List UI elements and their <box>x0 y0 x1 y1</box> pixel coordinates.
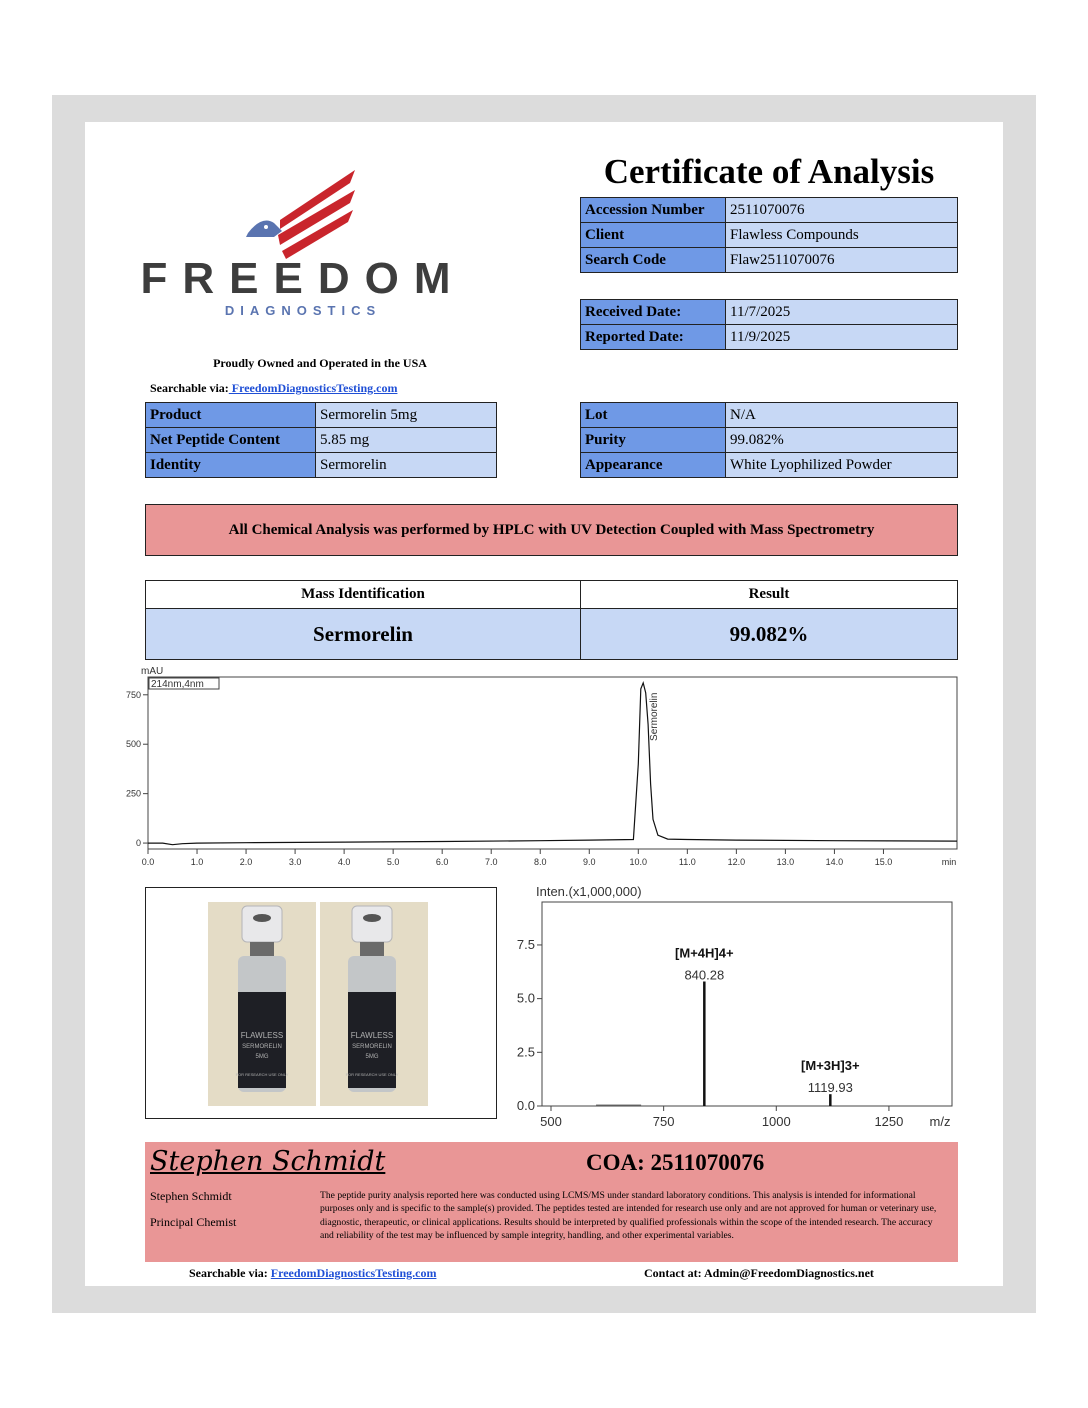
client-value: Flawless Compounds <box>726 223 958 248</box>
x-tick-label: 5.0 <box>386 857 400 867</box>
table-row <box>581 403 958 428</box>
identity-label: Identity <box>146 453 316 478</box>
x-tick-label: 13.0 <box>776 857 795 867</box>
product-value: Sermorelin 5mg <box>316 403 497 428</box>
net-peptide-value: 5.85 mg <box>316 428 497 453</box>
vial-image-right <box>320 902 428 1106</box>
searchable-label: Searchable via: <box>150 381 229 395</box>
coa-number: COA: 2511070076 <box>586 1150 765 1175</box>
y-tick-label: 5.0 <box>516 990 535 1006</box>
mass-value: Sermorelin <box>146 609 581 660</box>
x-tick-label: 10.0 <box>629 857 648 867</box>
x-tick-label: 14.0 <box>825 857 844 867</box>
y-axis-label: mAU <box>141 666 164 677</box>
eagle-flag-logo-icon <box>246 170 355 259</box>
lot-value: N/A <box>726 403 958 428</box>
y-tick-label: 250 <box>125 788 141 799</box>
x-tick-label: 1250 <box>874 1114 904 1129</box>
vial-label-line: 5MG <box>365 1054 379 1060</box>
lot-label: Lot <box>581 403 726 428</box>
hplc-chromatogram <box>110 664 965 882</box>
x-tick-label: 11.0 <box>678 857 696 867</box>
table-row <box>581 428 958 453</box>
table-row <box>581 453 958 478</box>
table-row <box>581 198 958 223</box>
peak-mz-label: 840.28 <box>684 967 725 983</box>
x-tick-label: 6.0 <box>435 857 449 867</box>
y-tick-label: 7.5 <box>516 936 535 952</box>
x-tick-label: 1000 <box>761 1114 791 1129</box>
x-axis-label: m/z <box>929 1114 951 1129</box>
lot-table <box>580 402 958 478</box>
client-label: Client <box>581 223 726 248</box>
dates-table <box>580 299 958 350</box>
x-tick-label: 3.0 <box>288 857 302 867</box>
footer-searchable-label: Searchable via: <box>189 1266 268 1280</box>
page-title: Certificate of Analysis <box>603 152 935 191</box>
peak-mz-label: 1119.93 <box>807 1080 853 1096</box>
purity-value: 99.082% <box>726 428 958 453</box>
net-peptide-label: Net Peptide Content <box>146 428 316 453</box>
x-tick-label: 2.0 <box>239 857 253 867</box>
accession-label: Accession Number <box>581 198 726 223</box>
vial-photo <box>146 888 496 1118</box>
product-label: Product <box>146 403 316 428</box>
x-tick-label: 12.0 <box>727 857 746 867</box>
received-date-label: Received Date: <box>581 300 726 325</box>
vial-label-line: FOR RESEARCH USE ONLY <box>345 1072 399 1077</box>
plot-frame <box>148 677 957 849</box>
table-row <box>581 248 958 273</box>
vial-label-line: SERMORELIN <box>352 1044 392 1050</box>
accession-table <box>580 197 958 273</box>
table-row <box>581 223 958 248</box>
reported-date-label: Reported Date: <box>581 325 726 350</box>
freedom-diagnostics-logo <box>140 165 466 325</box>
x-tick-label: 750 <box>652 1114 675 1129</box>
searchable-link[interactable]: FreedomDiagnosticsTesting.com <box>228 381 398 395</box>
appearance-label: Appearance <box>581 453 726 478</box>
vial-label-line: FLAWLESS <box>350 1031 394 1040</box>
accession-value: 2511070076 <box>726 198 958 223</box>
identity-value: Sermorelin <box>316 453 497 478</box>
signature-script: Stephen Schmidt <box>150 1146 386 1177</box>
search-code-value: Flaw2511070076 <box>726 248 958 273</box>
y-axis-label: Inten.(x1,000,000) <box>536 884 642 899</box>
contact-email: Contact at: Admin@FreedomDiagnostics.net <box>644 1266 874 1280</box>
table-row <box>146 453 497 478</box>
table-row <box>581 325 958 350</box>
x-axis-label: min <box>941 857 957 867</box>
vial-label-line: 5MG <box>255 1054 269 1060</box>
vial-image-left <box>208 902 316 1106</box>
received-date-value: 11/7/2025 <box>726 300 958 325</box>
tagline: Proudly Owned and Operated in the USA <box>213 356 427 370</box>
x-tick-label: 15.0 <box>874 857 893 867</box>
product-table <box>145 402 497 478</box>
searchable-line <box>150 381 397 396</box>
mass-header: Mass Identification <box>146 581 581 609</box>
result-header: Result <box>581 581 958 609</box>
y-tick-label: 500 <box>125 739 141 750</box>
vial-label-line: SERMORELIN <box>242 1044 282 1050</box>
vial-label-line: FLAWLESS <box>240 1031 284 1040</box>
logo-brand: FREEDOM <box>140 254 466 303</box>
chemist-name: Stephen Schmidt <box>150 1189 232 1203</box>
y-tick-label: 0.0 <box>516 1098 535 1113</box>
y-tick-label: 750 <box>125 689 141 700</box>
disclaimer-text: The peptide purity analysis reported here was conducted using LCMS/MS under standard laboratory conditions. This analysis is intended for informational purposes only and is specific to the sample(s) provided. The peptides tested are intended for research use only and are not approved for human or veterinary use, diagnostic, therapeutic, or clinical applications. Results should be interpreted by qualified professionals within the scope of the intended research. The accuracy and reliability of the test may be influenced by sample integrity, handling, and other experimental variables. <box>320 1190 937 1242</box>
vial-label-line: FOR RESEARCH USE ONLY <box>235 1072 289 1077</box>
mass-identification-table <box>145 580 958 660</box>
x-tick-label: 0.0 <box>141 857 155 867</box>
table-header-row <box>146 581 958 609</box>
legend <box>149 678 219 690</box>
result-value: 99.082% <box>581 609 958 660</box>
x-tick-label: 9.0 <box>583 857 596 867</box>
table-row <box>581 300 958 325</box>
table-row <box>146 428 497 453</box>
plot-frame <box>542 902 952 1106</box>
y-tick-label: 2.5 <box>516 1044 535 1060</box>
x-tick-label: 1.0 <box>190 857 204 867</box>
legend-label: 214nm,4nm <box>151 679 204 690</box>
reported-date-value: 11/9/2025 <box>726 325 958 350</box>
product-photo-frame <box>145 887 497 1119</box>
method-banner: All Chemical Analysis was performed by HPLC with UV Detection Coupled with Mass Spectrometry <box>145 504 958 556</box>
x-tick-label: 500 <box>540 1114 562 1129</box>
footer-searchable <box>189 1266 436 1281</box>
table-row <box>146 403 497 428</box>
footer-searchable-link[interactable]: FreedomDiagnosticsTesting.com <box>270 1266 437 1280</box>
y-tick-label: 0 <box>135 838 141 849</box>
mass-spectrum <box>505 882 965 1134</box>
purity-label: Purity <box>581 428 726 453</box>
x-tick-label: 4.0 <box>337 857 351 867</box>
table-row <box>146 609 958 660</box>
x-tick-label: 8.0 <box>533 857 547 867</box>
peak-label: Sermorelin <box>649 692 661 741</box>
chromatogram-trace <box>148 683 957 845</box>
ion-label: [M+3H]3+ <box>801 1058 860 1074</box>
appearance-value: White Lyophilized Powder <box>726 453 958 478</box>
search-code-label: Search Code <box>581 248 726 273</box>
chemist-title: Principal Chemist <box>150 1215 237 1229</box>
ion-label: [M+4H]4+ <box>675 945 734 961</box>
x-tick-label: 7.0 <box>484 857 498 867</box>
logo-subtitle: DIAGNOSTICS <box>224 303 382 318</box>
